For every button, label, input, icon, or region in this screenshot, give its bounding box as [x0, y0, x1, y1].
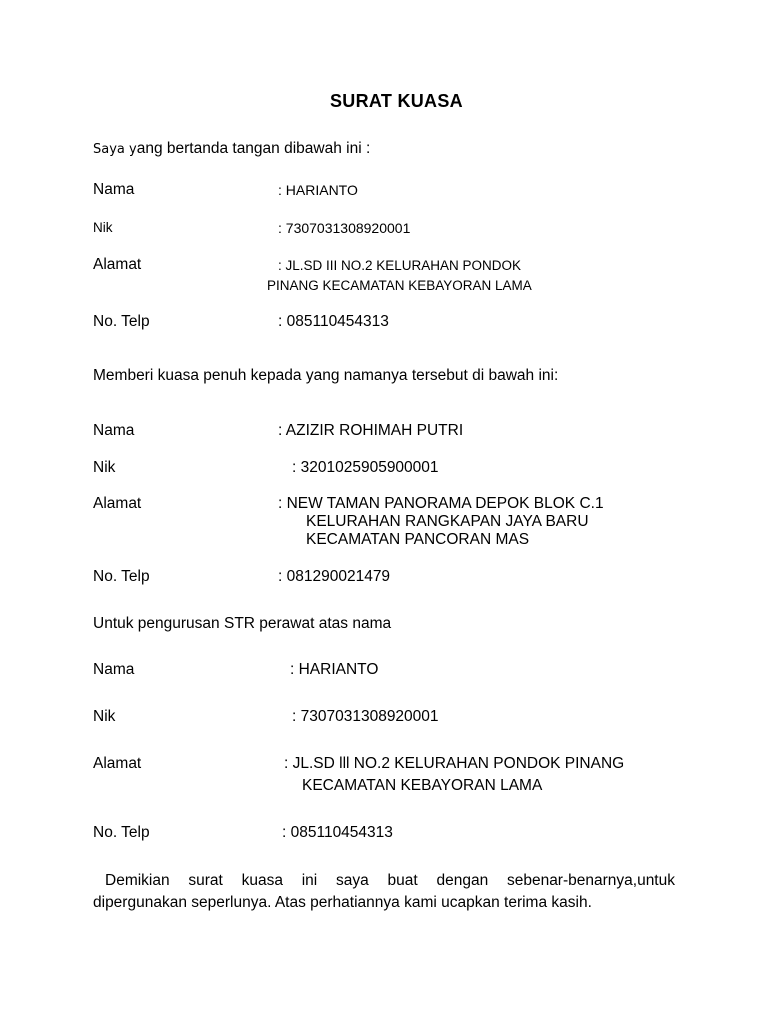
intro-rest: ang bertanda tangan dibawah ini : [136, 140, 371, 157]
grantee-alamat-line3: KECAMATAN PANCORAN MAS [306, 531, 530, 548]
subject-nama-value: : HARIANTO [290, 661, 379, 678]
grantee-telp-label: No. Telp [93, 568, 150, 585]
subject-nama-label: Nama [93, 661, 135, 678]
subject-nik-value: : 7307031308920001 [292, 708, 439, 725]
intro-prefix: Saya y [93, 142, 137, 157]
closing-line-2: dipergunakan seperlunya. Atas perhatiannya kami ucapkan terima kasih. [93, 894, 592, 911]
grantee-nama-value: : AZIZIR ROHIMAH PUTRI [278, 422, 464, 439]
grantor-telp-label: No. Telp [93, 313, 150, 330]
grantor-alamat-line1: : JL.SD III NO.2 KELURAHAN PONDOK [278, 258, 522, 273]
intro-line [93, 141, 370, 157]
grantor-nama-label: Nama [93, 181, 135, 198]
subject-telp-value: : 085110454313 [282, 824, 393, 841]
subject-telp-label: No. Telp [93, 824, 150, 841]
grant-statement: Memberi kuasa penuh kepada yang namanya tersebut di bawah ini: [93, 367, 559, 384]
subject-alamat-label: Alamat [93, 755, 142, 772]
grantor-nik-label: Nik [93, 220, 113, 235]
subject-alamat-line2: KECAMATAN KEBAYORAN LAMA [302, 777, 543, 794]
subject-alamat-line1: : JL.SD lll NO.2 KELURAHAN PONDOK PINANG [284, 755, 625, 772]
document-title: SURAT KUASA [330, 91, 463, 111]
grantor-nik-value: : 7307031308920001 [278, 220, 411, 236]
grantor-alamat-label: Alamat [93, 256, 142, 273]
subject-nik-label: Nik [93, 708, 116, 725]
grantor-nama-value: : HARIANTO [278, 182, 358, 198]
grantee-alamat-line2: KELURAHAN RANGKAPAN JAYA BARU [306, 513, 589, 530]
purpose-statement: Untuk pengurusan STR perawat atas nama [93, 615, 392, 632]
grantee-alamat-label: Alamat [93, 495, 142, 512]
grantor-telp-value: : 085110454313 [278, 313, 389, 330]
grantee-nama-label: Nama [93, 422, 135, 439]
grantee-nik-value: : 3201025905900001 [292, 459, 439, 476]
grantee-alamat-line1: : NEW TAMAN PANORAMA DEPOK BLOK C.1 [278, 495, 604, 512]
closing-paragraph [93, 870, 675, 914]
grantor-alamat-line2: PINANG KECAMATAN KEBAYORAN LAMA [267, 278, 532, 293]
grantee-nik-label: Nik [93, 459, 116, 476]
grantee-telp-value: : 081290021479 [278, 568, 391, 585]
closing-line-1: Demikian surat kuasa ini saya buat dengan sebenar-benarnya,untuk [105, 872, 675, 889]
